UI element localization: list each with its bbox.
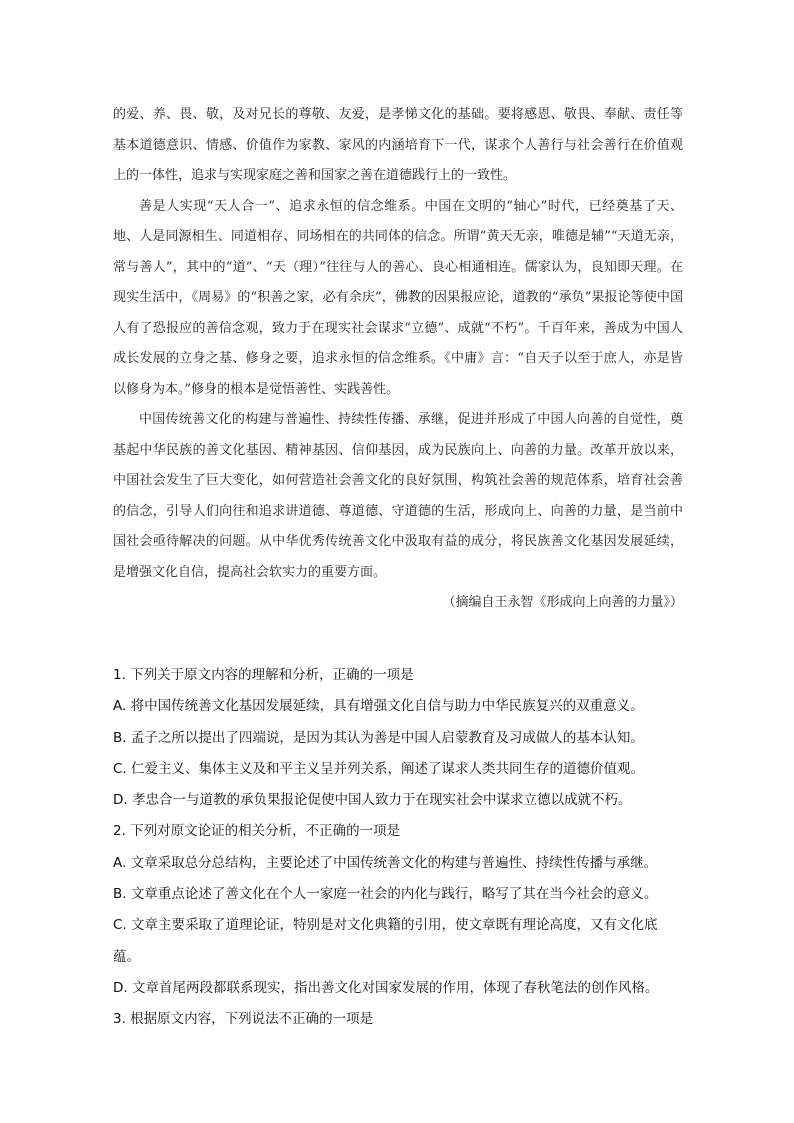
- question-3-stem: 3. 根据原文内容，下列说法不正确的一项是: [113, 1011, 374, 1028]
- question-1-option-b: B. 孟子之所以提出了四端说，是因为其认为善是中国人启蒙教育及习成做人的基本认知。: [113, 729, 644, 746]
- question-2-option-a: A. 文章采取总分总结构，主要论述了中国传统善文化的构建与普遍性、持续性传播与承继。: [113, 854, 658, 871]
- question-1-option-c: C. 仁爱主义、集体主义及和平主义呈并列关系，阐述了谋求人类共同生存的道德价值观。: [113, 760, 645, 777]
- reading-passage: [113, 100, 683, 618]
- source-citation: （摘编自王永智《形成向上向善的力量》）: [442, 595, 683, 610]
- question-section: [113, 660, 683, 1036]
- question-1-option-d: D. 孝忠合一与道教的承负果报论促使中国人致力于在现实社会中谋求立德以成就不朽。: [113, 792, 632, 809]
- passage-paragraph-3: 中国传统善文化的构建与普遍性、持续性传播、承继，促进并形成了中国人向善的自觉性，奠基起中华民族的善文化基因、精神基因、信仰基因，成为民族向上、向善的力量。改革开放以来，中国社会发生了巨大变化，如何营造社会善文化的良好氛围，构筑社会善的规范体系，培育社会善的信念，引导人们向往和追求讲道德、尊道德、守道德的生活，形成向上、向善的力量，是当前中国社会亟待解决的问题。从中华优秀传统善文化中汲取有益的成分，将民族善文化基因发展延续，是增强文化自信，提高社会软实力的重要方面。: [113, 412, 683, 580]
- question-1-stem: 1. 下列关于原文内容的理解和分析，正确的一项是: [113, 667, 414, 683]
- question-2-option-b: B. 文章重点论述了善文化在个人一家庭一社会的内化与践行，略写了其在当今社会的意义。: [113, 886, 658, 903]
- question-1-option-a: A. 将中国传统善文化基因发展延续，具有增强文化自信与助力中华民族复兴的双重意义。: [113, 698, 644, 715]
- question-2-option-d: D. 文章首尾两段都联系现实，指出善文化对国家发展的作用，体现了春秋笔法的创作风格。: [113, 979, 659, 996]
- question-2-stem: 2. 下列对原文论证的相关分析，不正确的一项是: [113, 823, 401, 840]
- question-2-option-c: C. 文章主要采取了道理论证，特别是对文化典籍的引用，使文章既有理论高度，又有文化底蕴。: [113, 917, 658, 965]
- passage-paragraph-2: 善是人实现“天人合一”、追求永恒的信念维系。中国在文明的“轴心”时代，已经奠基了天、地、人是同源相生、同道相存、同场相在的共同体的信念。所谓“黄天无亲，唯德是辅”“天道无亲，常与善人”，其中的“道”、“天（理）”往往与人的善心、良心相通相连。儒家认为，良知即天理。在现实生活中，《周易》的“积善之家，必有余庆”，佛教的因果报应论，道教的“承负”果报论等使中国人有了恐报应的善信念观，致力于在现实社会谋求“立德”、成就“不朽”。千百年来，善成为中国人成长发展的立身之基、修身之要，追求永恒的信念维系。《中庸》言：“自天子以至于庶人，亦是皆以修身为本。”修身的根本是觉悟善性、实践善性。: [113, 198, 683, 397]
- passage-paragraph-1: 的爱、养、畏、敬，及对兄长的尊敬、友爱，是孝悌文化的基础。要将感恩、敬畏、奉献、责任等基本道德意识、情感、价值作为家教、家风的内涵培育下一代，谋求个人善行与社会善行在价值观上的一体性，追求与实现家庭之善和国家之善在道德践行上的一致性。: [113, 107, 683, 183]
